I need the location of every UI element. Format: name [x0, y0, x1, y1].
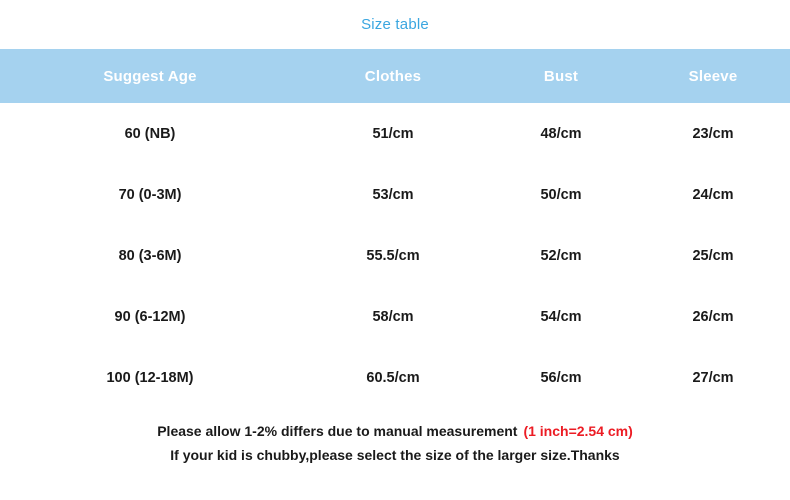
table-row: [0, 347, 790, 408]
cell-clothes: 51/cm: [300, 103, 486, 164]
column-header-clothes: Clothes: [300, 49, 486, 103]
table-row: [0, 103, 790, 164]
cell-bust: 54/cm: [486, 286, 636, 347]
cell-sleeve: 27/cm: [636, 347, 790, 408]
cell-clothes: 53/cm: [300, 164, 486, 225]
note-measurement-text: Please allow 1-2% differs due to manual measurement: [157, 423, 518, 439]
cell-suggest-age: 100 (12-18M): [0, 347, 300, 408]
cell-suggest-age: 80 (3-6M): [0, 225, 300, 286]
table-row: [0, 286, 790, 347]
table-body: [0, 103, 790, 408]
notes-block: [0, 420, 790, 466]
page-title: Size table: [361, 16, 429, 33]
column-header-bust: Bust: [486, 49, 636, 103]
size-table: [0, 49, 790, 408]
cell-clothes: 58/cm: [300, 286, 486, 347]
table-header-row: [0, 49, 790, 103]
note-line-2: If your kid is chubby,please select the size of the larger size.Thanks: [170, 446, 620, 463]
note-line-1: [0, 420, 790, 445]
cell-suggest-age: 60 (NB): [0, 103, 300, 164]
cell-bust: 48/cm: [486, 103, 636, 164]
table-row: [0, 164, 790, 225]
table-row: [0, 225, 790, 286]
cell-clothes: 60.5/cm: [300, 347, 486, 408]
cell-bust: 56/cm: [486, 347, 636, 408]
cell-bust: 50/cm: [486, 164, 636, 225]
cell-sleeve: 25/cm: [636, 225, 790, 286]
note-inch-conversion: (1 inch=2.54 cm): [523, 423, 633, 439]
table-header: [0, 49, 790, 103]
column-header-suggest-age: Suggest Age: [0, 49, 300, 103]
cell-suggest-age: 90 (6-12M): [0, 286, 300, 347]
column-header-sleeve: Sleeve: [636, 49, 790, 103]
cell-sleeve: 24/cm: [636, 164, 790, 225]
cell-sleeve: 23/cm: [636, 103, 790, 164]
cell-suggest-age: 70 (0-3M): [0, 164, 300, 225]
cell-clothes: 55.5/cm: [300, 225, 486, 286]
cell-sleeve: 26/cm: [636, 286, 790, 347]
cell-bust: 52/cm: [486, 225, 636, 286]
